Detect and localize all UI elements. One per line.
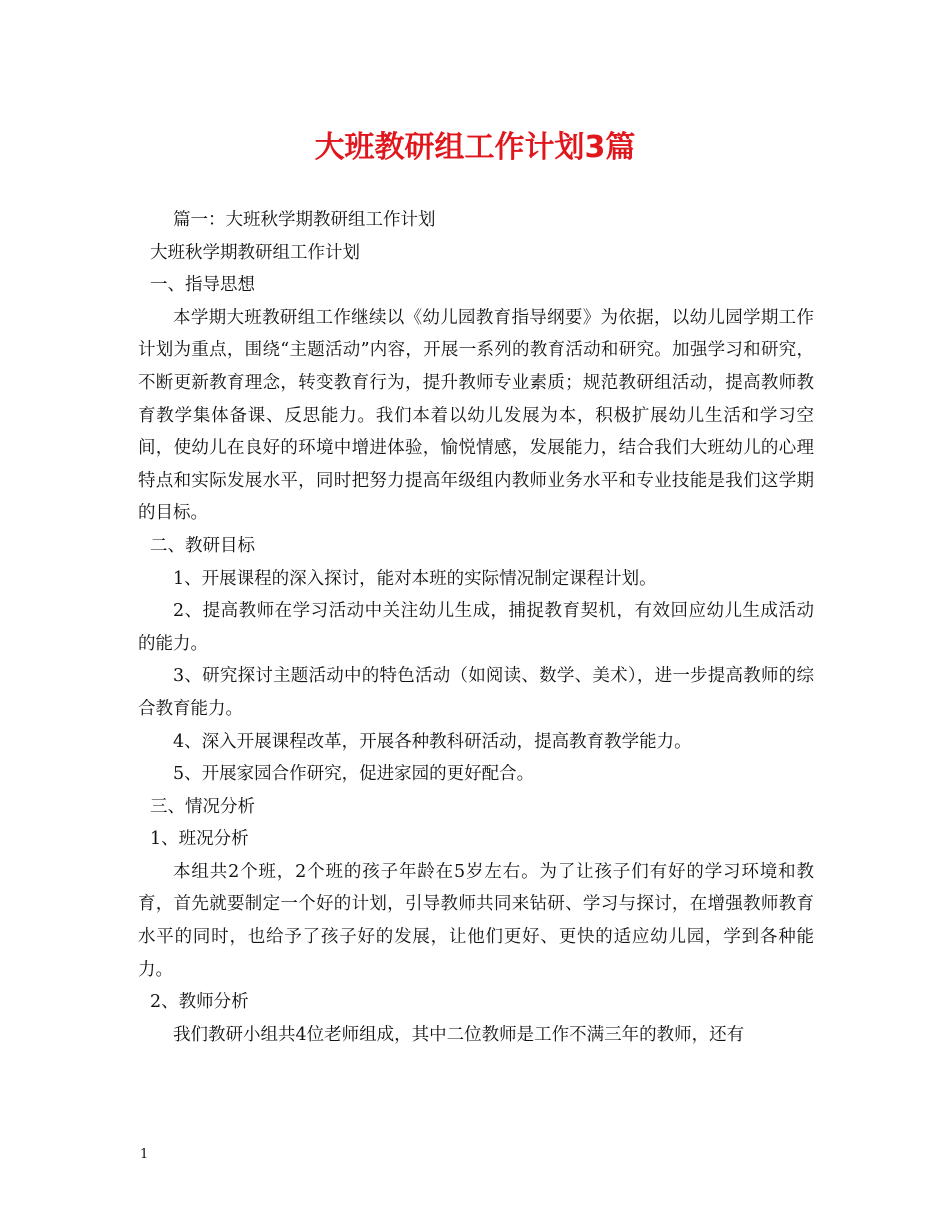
section-heading: 篇一：大班秋学期教研组工作计划 bbox=[173, 210, 436, 230]
list-item: 2、提高教师在学习活动中关注幼儿生成，捕捉教育契机，有效回应幼儿生成活动的能力。 bbox=[138, 601, 814, 654]
list-item: 1、开展课程的深入探讨，能对本班的实际情况制定课程计划。 bbox=[173, 568, 657, 589]
section-heading: 一、指导思想 bbox=[150, 275, 255, 296]
subsection-heading: 2、教师分析 bbox=[150, 992, 249, 1013]
body-paragraph: 我们教研小组共4位老师组成，其中二位教师是工作不满三年的教师，还有 bbox=[173, 1024, 745, 1045]
list-item: 5、开展家园合作研究，促进家园的更好配合。 bbox=[173, 764, 535, 785]
body-paragraph: 本组共2个班，2个班的孩子年龄在5岁左右。为了让孩子们有好的学习环境和教育，首先就要制定一个好的计划，引导教师共同来钻研、学习与探讨，在增强教师教育水平的同时，也给予了孩子好的发展，让他们更好、更快的适应幼儿园，学到各种能力。 bbox=[138, 861, 814, 980]
subsection-heading: 1、班况分析 bbox=[150, 829, 249, 850]
list-item: 4、深入开展课程改革，开展各种教科研活动，提高教育教学能力。 bbox=[173, 731, 692, 752]
document-body bbox=[138, 204, 814, 1051]
list-item: 3、研究探讨主题活动中的特色活动（如阅读、数学、美术），进一步提高教师的综合教育能力。 bbox=[138, 666, 814, 719]
plan-title: 大班秋学期教研组工作计划 bbox=[150, 242, 360, 263]
section-heading: 二、教研目标 bbox=[150, 535, 255, 556]
document-title: 大班教研组工作计划3篇 bbox=[314, 130, 636, 165]
page-number: 1 bbox=[140, 1147, 149, 1162]
section-heading: 三、情况分析 bbox=[150, 796, 255, 817]
body-paragraph: 本学期大班教研组工作继续以《幼儿园教育指导纲要》为依据，以幼儿园学期工作计划为重点，围绕“主题活动”内容，开展一系列的教育活动和研究。加强学习和研究，不断更新教育理念，转变教育行为，提升教师专业素质；规范教研组活动，提高教师教育教学集体备课、反思能力。我们本着以幼儿发展为本，积极扩展幼儿生活和学习空间，使幼儿在良好的环境中增进体验，愉悦情感，发展能力，结合我们大班幼儿的心理特点和实际发展水平，同时把努力提高年级组内教师业务水平和专业技能是我们这学期的目标。 bbox=[138, 307, 814, 524]
